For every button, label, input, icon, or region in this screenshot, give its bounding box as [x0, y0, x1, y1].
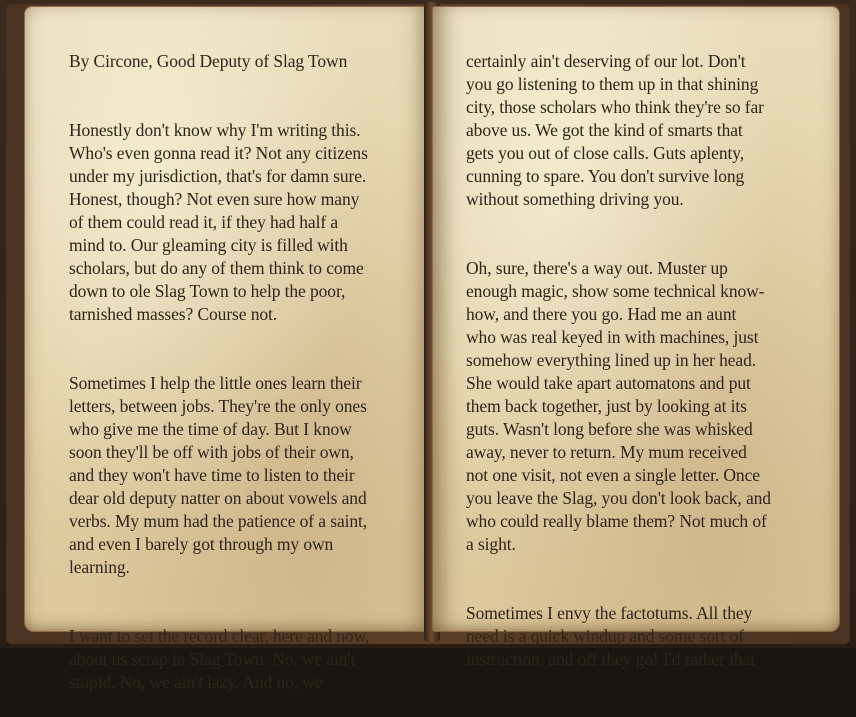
left-page-text — [69, 27, 421, 717]
right-page-text — [466, 27, 821, 694]
left-page-paragraph: Sometimes I help the little ones learn their letters, between jobs. They're the only ones who give me the time of day. But I know soon they'll be off with jobs of their own, and they won't have time to listen to their dear old deputy natter on about vowels and verbs. My mum had the patience of a saint, and even I barely got through my own learning. — [69, 373, 368, 577]
left-page-paragraph: Honestly don't know why I'm writing this. Who's even gonna read it? Not any citizens under my jurisdiction, that's for damn sure. Honest, though? Not even sure how many of them could read it, if they had half a mind to. Our gleaming city is filled with scholars, but do any of them think to come down to ole Slag Town to help the poor, tarnished masses? Course not. — [69, 120, 368, 324]
right-page-paragraph: Oh, sure, there's a way out. Muster up enough magic, show some technical know- how, and there you go. Had me an aunt who was real keyed in with machines, just somehow everything lined up in her head. She would take apart automatons and put them back together, just by looking at its guts. Wasn't long before she was whisked away, never to return. My mum received not one visit, not even a single letter. Once you leave the Slag, you don't look back, and who could really blame them? Not much of a sight. — [466, 258, 771, 554]
right-page-paragraph: Sometimes I envy the factotums. All they need is a quick windup and some sort of instruction, and off they go! I'd rather that — [466, 603, 755, 669]
right-page-paragraph: certainly ain't deserving of our lot. Don't you go listening to them up in that shining city, those scholars who think they're so far above us. We got the kind of smarts that gets you out of close calls. Guts aplenty, cunning to spare. You don't survive long without something driving you. — [466, 51, 764, 209]
right-page[interactable] — [432, 6, 840, 669]
left-page-byline: By Circone, Good Deputy of Slag Town — [69, 51, 348, 71]
left-page-paragraph: I want to set the record clear, here and now, about us scrap in Slag Town. No, we ain't stupid. No, we ain't lazy. And no, we — [69, 626, 370, 692]
left-page[interactable] — [24, 6, 432, 692]
